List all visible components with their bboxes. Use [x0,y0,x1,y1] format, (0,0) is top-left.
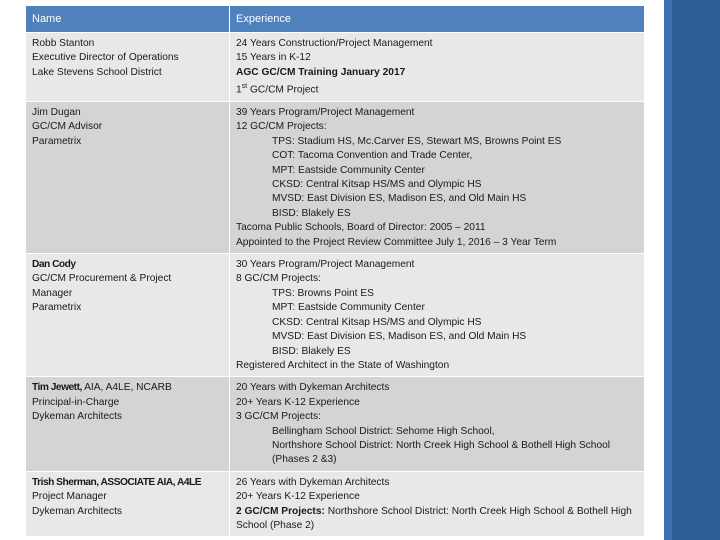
experience-line: Registered Architect in the State of Washington [236,359,450,371]
project-line: COT: Tacoma Convention and Trade Center, [272,150,473,162]
member-name: Tim Jewett, [32,382,82,394]
project-line: MPT: Eastside Community Center [272,302,425,314]
member-org: Dykeman Architects [32,411,123,423]
table-row [26,33,645,102]
experience-line: 20+ Years K-12 Experience [236,491,360,503]
member-title: Project Manager [32,491,107,503]
experience-line: Tacoma Public Schools, Board of Director: 2005 – 2011 [236,222,486,234]
member-name-line [32,381,223,395]
member-cell [26,377,230,471]
experience-cell [230,471,645,537]
project-line: (Phases 2 &3) [272,454,337,466]
member-name: Jim Dugan [32,107,81,119]
table-header-row [26,6,645,33]
project-line: MVSD: East Division ES, Madison ES, and Old Main HS [272,193,527,205]
projects-detail: Northshore School District: North Creek High School & Bothell High School (Phase 2) [236,505,632,531]
experience-line: 12 GC/CM Projects: [236,121,327,133]
header-name: Name [26,6,230,33]
member-credentials: AIA, A4LE, NCARB [81,382,172,394]
experience-cell [230,254,645,377]
member-cell [26,33,230,102]
ordinal-number: 1 [236,84,242,96]
experience-line: 20+ Years K-12 Experience [236,396,360,408]
experience-cell [230,377,645,471]
experience-line: 15 Years in K-12 [236,52,311,64]
ordinal-rest: GC/CM Project [247,84,319,96]
member-name: Dan Cody [32,259,76,271]
project-line: CKSD: Central Kitsap HS/MS and Olympic HS [272,316,482,328]
ordinal-suffix: st [241,83,248,91]
project-line: CKSD: Central Kitsap HS/MS and Olympic HS [272,179,482,191]
experience-line: 8 GC/CM Projects: [236,273,321,285]
member-title-cont: Manager [32,287,73,299]
table-row [26,254,645,377]
experience-line: AGC GC/CM Training January 2017 [236,66,406,78]
project-line: TPS: Browns Point ES [272,287,374,299]
table-row [26,377,645,471]
member-org: Parametrix [32,302,82,314]
experience-cell [230,102,645,254]
decorative-side-band [672,0,720,540]
decorative-side-stripe [664,0,672,540]
member-org: Dykeman Architects [32,505,123,517]
experience-line: 24 Years Construction/Project Management [236,38,433,49]
projects-label: 2 GC/CM Projects: [236,505,325,517]
member-name: Robb Stanton [32,38,95,49]
experience-cell [230,33,645,102]
table-row [26,102,645,254]
project-line: MVSD: East Division ES, Madison ES, and Old Main HS [272,331,527,343]
experience-line [236,80,638,98]
header-experience: Experience [230,6,645,33]
project-line: MPT: Eastside Community Center [272,164,425,176]
member-org: Lake Stevens School District [32,66,162,78]
table-row [26,471,645,537]
member-title: GC/CM Procurement & Project [32,273,172,285]
team-experience-table [25,5,645,537]
member-cell [26,471,230,537]
member-title: Principal-in-Charge [32,396,120,408]
experience-line: 39 Years Program/Project Management [236,107,415,119]
experience-line: 26 Years with Dykeman Architects [236,476,390,488]
member-org: Parametrix [32,135,82,147]
member-title: Executive Director of Operations [32,52,179,64]
project-line: TPS: Stadium HS, Mc.Carver ES, Stewart MS, Browns Point ES [272,135,562,147]
experience-line: 3 GC/CM Projects: [236,411,321,423]
member-cell [26,102,230,254]
member-name: Trish Sherman, ASSOCIATE AIA, A4LE [32,476,202,488]
project-line: BISD: Blakely ES [272,345,351,357]
experience-line: 20 Years with Dykeman Architects [236,382,390,394]
experience-line: 30 Years Program/Project Management [236,259,415,271]
project-line: Northshore School District: North Creek High School & Bothell High School [272,439,611,451]
project-line: Bellingham School District: Sehome High School, [272,425,495,437]
experience-line [236,505,638,534]
project-line: BISD: Blakely ES [272,207,351,219]
member-cell [26,254,230,377]
member-title: GC/CM Advisor [32,121,103,133]
experience-line: Appointed to the Project Review Committee July 1, 2016 – 3 Year Term [236,236,557,248]
